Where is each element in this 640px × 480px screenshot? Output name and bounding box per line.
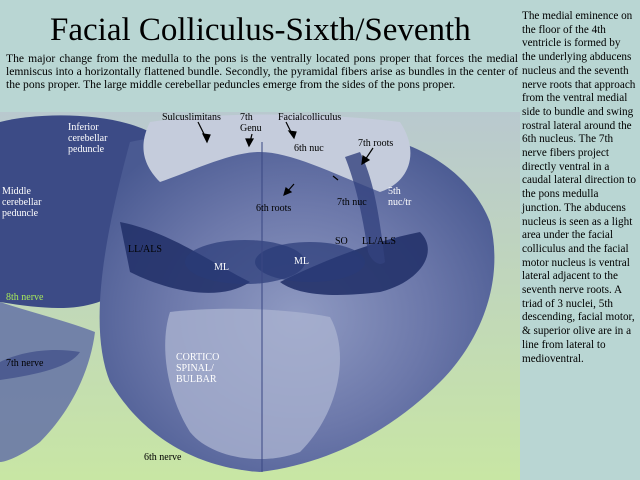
sidebar-description: The medial eminence on the floor of the 4th ventricle is formed by the underlying abducens nucleus and the seventh nerve roots that approach from the ventral medial side to bundle and swing rostral lateral around the 6th nucleus. The 7th nerve fibers project directly ventral in a caudal lateral direction to the pons medulla junction. The abducens nucleus is seen as a light area under the facial colliculus and the facial motor nucleus is ventral lateral adjacent to the seventh nerve roots. A triad of 3 nuclei, 5th descending, facial motor, & superior olive are in a line from lateral to medioventral. xyxy=(522,10,636,365)
label-ll-als-right: LL/ALS xyxy=(362,236,396,247)
label-6th-roots: 6th roots xyxy=(256,203,292,214)
label-middle-cerebellar-peduncle: Middle cerebellar peduncle xyxy=(2,186,42,219)
label-6th-nerve: 6th nerve xyxy=(144,452,182,463)
label-6th-nuc: 6th nuc xyxy=(294,143,324,154)
label-7th-genu: 7th Genu xyxy=(240,112,262,134)
label-ml-right: ML xyxy=(294,256,309,267)
label-inferior-cerebellar-peduncle: Inferior cerebellar peduncle xyxy=(68,122,108,155)
intro-paragraph: The major change from the medulla to the pons is the ventrally located pons proper that forces the medial lemniscus into a horizontally flattened bundle. Secondly, the pyramidal fibers arise as bundles in the center of the pons proper. The large middle cerebellar peduncles emerge from the sides of the pons proper. xyxy=(6,52,518,92)
label-corticospinal-bulbar: CORTICO SPINAL/ BULBAR xyxy=(176,352,220,385)
label-5th-nuc-tr: 5th nuc/tr xyxy=(388,186,412,208)
brainstem-section-svg xyxy=(0,112,520,480)
slide-title: Facial Colliculus-Sixth/Seventh xyxy=(50,12,471,48)
label-ll-als-left: LL/ALS xyxy=(128,244,162,255)
label-sulcus-limitans: Sulcuslimitans xyxy=(162,112,221,123)
label-8th-nerve: 8th nerve xyxy=(6,292,44,303)
label-7th-nuc: 7th nuc xyxy=(337,197,367,208)
label-7th-nerve: 7th nerve xyxy=(6,358,44,369)
label-ml-left: ML xyxy=(214,262,229,273)
label-so: SO xyxy=(335,236,348,247)
label-7th-roots-top: 7th roots xyxy=(358,138,394,149)
brainstem-section-image xyxy=(0,112,520,480)
label-facial-colliculus: Facialcolliculus xyxy=(278,112,342,123)
